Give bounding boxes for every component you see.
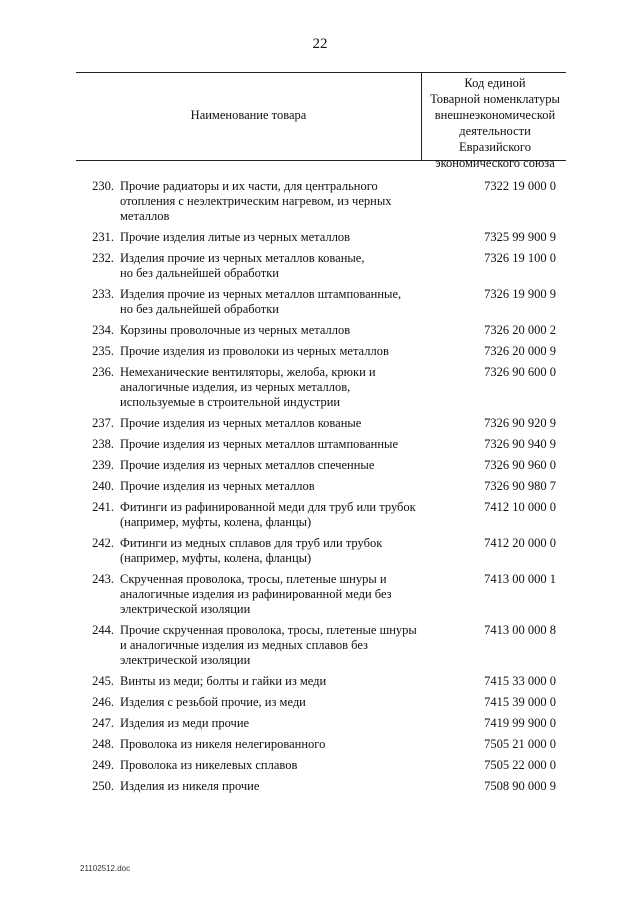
goods-name-line: Изделия из никеля прочие bbox=[120, 779, 260, 793]
row-number: 234. bbox=[92, 323, 114, 337]
goods-name-line: Прочие изделия из проволоки из черных металлов bbox=[120, 344, 389, 358]
goods-name-line: Прочие изделия из черных металлов кованые bbox=[120, 416, 362, 430]
table-row bbox=[76, 779, 566, 794]
goods-name bbox=[120, 287, 423, 317]
goods-name bbox=[120, 737, 423, 752]
goods-name-line: но без дальнейшей обработки bbox=[120, 302, 279, 316]
goods-name bbox=[120, 179, 423, 224]
tn-ved-code: 7415 33 000 0 bbox=[484, 674, 556, 688]
goods-name bbox=[120, 536, 423, 566]
goods-name bbox=[120, 479, 423, 494]
goods-name bbox=[120, 623, 423, 668]
goods-name-line: Фитинги из рафинированной меди для труб или трубок bbox=[120, 500, 416, 514]
row-number: 241. bbox=[92, 500, 114, 514]
table-row bbox=[76, 287, 566, 317]
row-number: 236. bbox=[92, 365, 114, 379]
tn-ved-code: 7326 90 980 7 bbox=[484, 479, 556, 493]
table-row bbox=[76, 437, 566, 452]
goods-name-line: Фитинги из медных сплавов для труб или трубок bbox=[120, 536, 383, 550]
table-row bbox=[76, 230, 566, 245]
code-header-line: Код единой bbox=[464, 76, 526, 90]
header-column-divider bbox=[421, 72, 422, 160]
row-number: 233. bbox=[92, 287, 114, 301]
goods-name bbox=[120, 458, 423, 473]
goods-name-line: Скрученная проволока, тросы, плетеные шнуры и bbox=[120, 572, 387, 586]
table-row bbox=[76, 500, 566, 530]
row-number: 230. bbox=[92, 179, 114, 193]
goods-name-line: Проволока из никеля нелегированного bbox=[120, 737, 326, 751]
goods-name-line: Прочие изделия из черных металлов спеченные bbox=[120, 458, 375, 472]
goods-name bbox=[120, 695, 423, 710]
goods-name-line: аналогичные изделия, из черных металлов, bbox=[120, 380, 351, 394]
table-row bbox=[76, 674, 566, 689]
page-number: 22 bbox=[312, 36, 328, 52]
goods-name-line: (например, муфты, колена, фланцы) bbox=[120, 515, 312, 529]
goods-name-line: электрической изоляции bbox=[120, 602, 251, 616]
row-number: 247. bbox=[92, 716, 114, 730]
row-number: 240. bbox=[92, 479, 114, 493]
goods-table-body bbox=[76, 179, 566, 800]
table-row bbox=[76, 416, 566, 431]
goods-name bbox=[120, 323, 423, 338]
goods-name-line: Изделия прочие из черных металлов кованые, bbox=[120, 251, 365, 265]
tn-ved-code: 7508 90 000 9 bbox=[484, 779, 556, 793]
tn-ved-code: 7326 20 000 2 bbox=[484, 323, 556, 337]
table-row bbox=[76, 623, 566, 668]
goods-name-line: Прочие скрученная проволока, тросы, плетеные шнуры bbox=[120, 623, 417, 637]
tn-ved-code: 7415 39 000 0 bbox=[484, 695, 556, 709]
goods-name-line: Проволока из никелевых сплавов bbox=[120, 758, 298, 772]
table-row bbox=[76, 251, 566, 281]
code-header-line: деятельности bbox=[459, 124, 531, 138]
row-number: 250. bbox=[92, 779, 114, 793]
goods-name-line: используемые в строительной индустрии bbox=[120, 395, 341, 409]
tn-ved-code: 7326 90 600 0 bbox=[484, 365, 556, 379]
table-row bbox=[76, 716, 566, 731]
code-header-line: экономического союза bbox=[435, 156, 555, 170]
table-row bbox=[76, 365, 566, 410]
goods-name-line: металлов bbox=[120, 209, 170, 223]
code-header-line: внешнеэкономической bbox=[434, 108, 556, 122]
tn-ved-code: 7322 19 000 0 bbox=[484, 179, 556, 193]
row-number: 244. bbox=[92, 623, 114, 637]
goods-name bbox=[120, 251, 423, 281]
tn-ved-code: 7505 22 000 0 bbox=[484, 758, 556, 772]
goods-name-line: отопления с неэлектрическим нагревом, из черных bbox=[120, 194, 392, 208]
row-number: 245. bbox=[92, 674, 114, 688]
tn-ved-code: 7419 99 900 0 bbox=[484, 716, 556, 730]
goods-name-line: и аналогичные изделия из медных сплавов без bbox=[120, 638, 368, 652]
tn-ved-code: 7326 19 900 9 bbox=[484, 287, 556, 301]
table-row bbox=[76, 323, 566, 338]
goods-name bbox=[120, 230, 423, 245]
code-header-line: Товарной номенклатуры bbox=[430, 92, 560, 106]
table-row bbox=[76, 479, 566, 494]
row-number: 243. bbox=[92, 572, 114, 586]
row-number: 248. bbox=[92, 737, 114, 751]
goods-name-line: аналогичные изделия из рафинированной меди без bbox=[120, 587, 392, 601]
row-number: 238. bbox=[92, 437, 114, 451]
table-row bbox=[76, 737, 566, 752]
tn-ved-code: 7413 00 000 8 bbox=[484, 623, 556, 637]
goods-name-line: Прочие изделия из черных металлов bbox=[120, 479, 315, 493]
goods-name bbox=[120, 674, 423, 689]
row-number: 249. bbox=[92, 758, 114, 772]
goods-name-line: Изделия из меди прочие bbox=[120, 716, 250, 730]
tn-ved-code: 7412 20 000 0 bbox=[484, 536, 556, 550]
table-row bbox=[76, 458, 566, 473]
goods-name-line: Прочие изделия литые из черных металлов bbox=[120, 230, 351, 244]
table-row bbox=[76, 344, 566, 359]
code-header-line: Евразийского bbox=[459, 140, 531, 154]
file-name-footer: 21102512.doc bbox=[80, 864, 131, 873]
row-number: 246. bbox=[92, 695, 114, 709]
goods-name bbox=[120, 500, 423, 530]
row-number: 242. bbox=[92, 536, 114, 550]
row-number: 232. bbox=[92, 251, 114, 265]
goods-name bbox=[120, 758, 423, 773]
goods-name-line: Прочие изделия из черных металлов штампованные bbox=[120, 437, 398, 451]
table-row bbox=[76, 179, 566, 224]
tn-ved-code: 7413 00 000 1 bbox=[484, 572, 556, 586]
goods-name bbox=[120, 416, 423, 431]
code-column-header bbox=[424, 75, 566, 171]
goods-name-line: Немеханические вентиляторы, желоба, крюки и bbox=[120, 365, 376, 379]
name-column-header: Наименование товара bbox=[190, 108, 307, 122]
goods-name bbox=[120, 437, 423, 452]
goods-name-line: Изделия с резьбой прочие, из меди bbox=[120, 695, 306, 709]
goods-name-line: Корзины проволочные из черных металлов bbox=[120, 323, 351, 337]
table-row bbox=[76, 695, 566, 710]
tn-ved-code: 7505 21 000 0 bbox=[484, 737, 556, 751]
tn-ved-code: 7326 90 920 9 bbox=[484, 416, 556, 430]
goods-name bbox=[120, 572, 423, 617]
table-top-rule bbox=[76, 72, 566, 73]
tn-ved-code: 7326 90 940 9 bbox=[484, 437, 556, 451]
goods-name bbox=[120, 779, 423, 794]
row-number: 239. bbox=[92, 458, 114, 472]
tn-ved-code: 7325 99 900 9 bbox=[484, 230, 556, 244]
goods-name-line: (например, муфты, колена, фланцы) bbox=[120, 551, 312, 565]
goods-name-line: Изделия прочие из черных металлов штампованные, bbox=[120, 287, 402, 301]
tn-ved-code: 7412 10 000 0 bbox=[484, 500, 556, 514]
goods-name bbox=[120, 365, 423, 410]
table-row bbox=[76, 536, 566, 566]
goods-name bbox=[120, 344, 423, 359]
row-number: 237. bbox=[92, 416, 114, 430]
goods-name-line: Винты из меди; болты и гайки из меди bbox=[120, 674, 327, 688]
table-row bbox=[76, 758, 566, 773]
goods-name bbox=[120, 716, 423, 731]
row-number: 235. bbox=[92, 344, 114, 358]
tn-ved-code: 7326 20 000 9 bbox=[484, 344, 556, 358]
tn-ved-code: 7326 19 100 0 bbox=[484, 251, 556, 265]
goods-name-line: Прочие радиаторы и их части, для центрального bbox=[120, 179, 378, 193]
tn-ved-code: 7326 90 960 0 bbox=[484, 458, 556, 472]
table-row bbox=[76, 572, 566, 617]
goods-name-line: электрической изоляции bbox=[120, 653, 251, 667]
goods-name-line: но без дальнейшей обработки bbox=[120, 266, 279, 280]
row-number: 231. bbox=[92, 230, 114, 244]
